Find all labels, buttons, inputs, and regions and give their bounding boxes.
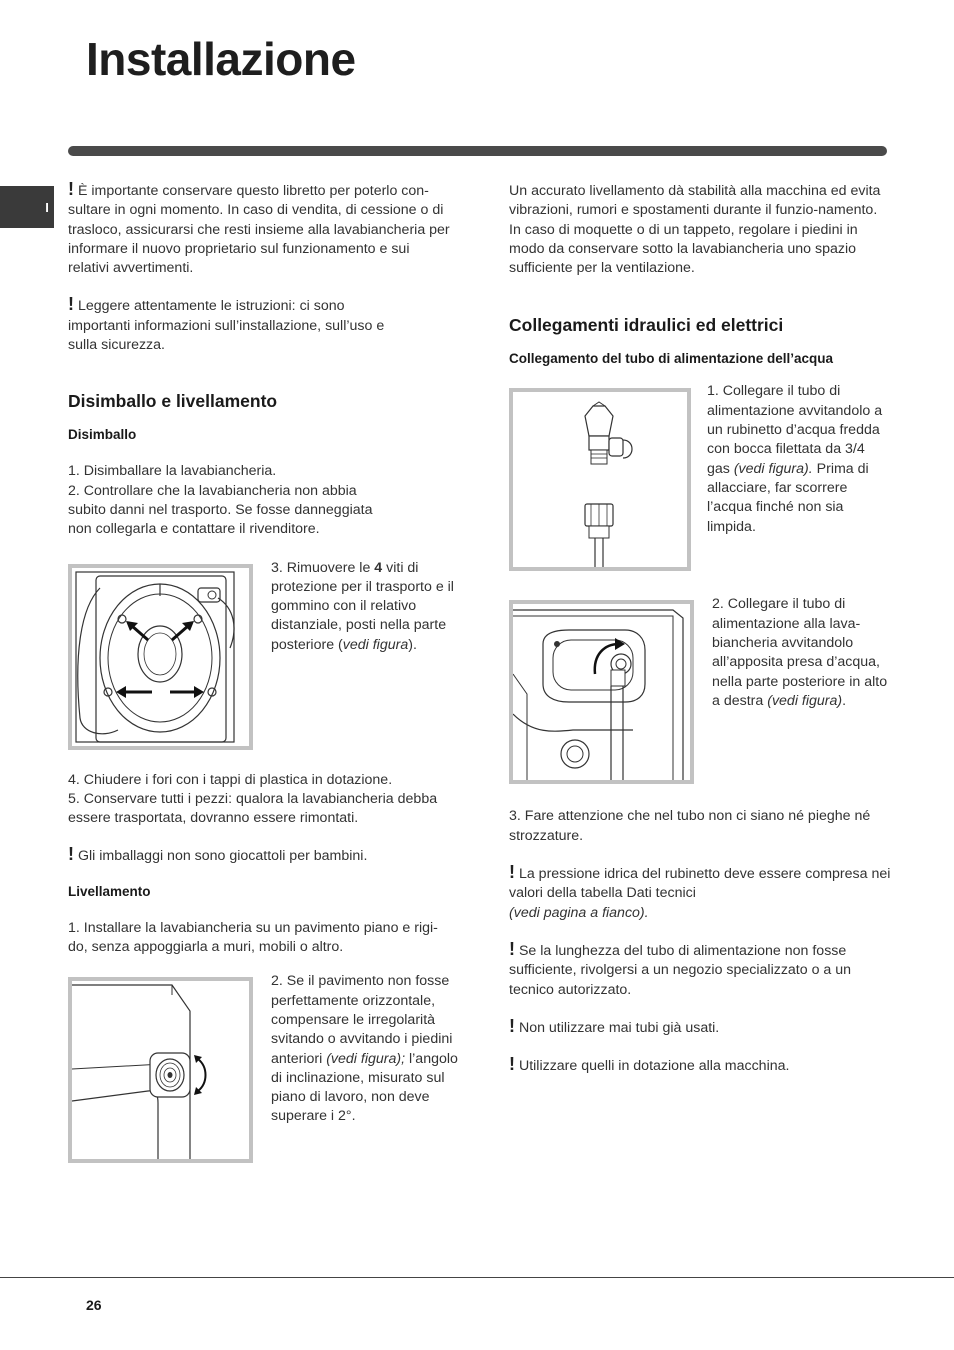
header-divider [68, 146, 887, 156]
washer-foot-illustration [72, 981, 249, 1159]
right-column [509, 182, 894, 1076]
subsection-title-water-hose: Collegamento del tubo di alimentazione dell’acqua [509, 351, 834, 367]
figure-row-tap-connection [509, 383, 894, 571]
step-unpack-1: 1. Disimballare la lavabiancheria. [68, 463, 277, 480]
figure-row-machine-inlet [509, 596, 894, 784]
language-tab [0, 186, 54, 228]
warning-icon: ! [509, 1015, 515, 1036]
warning-note-pressure: ! La pressione idrica del rubinetto deve essere compresa nei valori della tabella Dati tecnici (vedi pagina a fianco). [509, 862, 891, 921]
warning-note-keep-manual: ! È importante conservare questo libretto per poterlo con-sultare in ogni momento. In caso di vendita, di cessione o di trasloco, assicurarsi che resti insieme alla lavabiancheria per informare il nuovo proprietario sul funzionamento e sui relativi avvertimenti. [68, 179, 450, 277]
figure-row-leveling-feet [68, 973, 468, 1163]
step-unpack-2: 2. Controllare che la lavabiancheria non abbia subito danni nel trasporto. Se fosse danneggiata non collegarla e contattare il rivenditore. [68, 482, 373, 538]
subsection-title-unpacking: Disimballo [68, 427, 137, 443]
warning-icon: ! [68, 844, 74, 865]
warning-icon: ! [509, 862, 515, 883]
step-level-2: 2. Se il pavimento non fosse perfettamente orizzontale, compensare le irregolarità svitando o avvitando i piedini anteriori (vedi figura); l’angolo di inclinazione, misurato sul piano di lavoro, non deve superare i 2°. [271, 973, 458, 1125]
left-column [68, 179, 468, 1163]
warning-note-used-hoses: ! Non utilizzare mai tubi già usati. [509, 1015, 720, 1036]
page-title: Installazione [86, 33, 356, 85]
section-title-unpacking: Disimballo e livellamento [68, 391, 278, 412]
warning-icon: ! [68, 294, 74, 315]
figure-tap-connection [509, 388, 691, 571]
figure-leveling-feet [68, 977, 253, 1163]
warning-note-packaging: ! Gli imballaggi non sono giocattoli per bambini. [68, 844, 368, 865]
warning-icon: ! [509, 1054, 515, 1075]
leveling-intro: Un accurato livellamento dà stabilità alla macchina ed evita vibrazioni, rumori e spostamenti durante il funzio-namento. In caso di moquette o di un tappeto, regolare i piedini in modo da conservare sotto la lavabiancheria uno spazio sufficiente per la ventilazione. [509, 183, 881, 277]
warning-icon: ! [509, 938, 515, 959]
figure-row-transport-screws [68, 559, 468, 750]
tap-and-hose-illustration [513, 392, 687, 567]
figure-machine-inlet [509, 600, 694, 784]
step-unpack-3: 3. Rimuovere le 4 viti di protezione per il trasporto e il gommino con il relativo distanziale, posti nella parte posteriore (vedi figura). [271, 559, 454, 653]
page-number: 26 [86, 1297, 102, 1313]
figure-transport-screws [68, 564, 253, 750]
footer-divider [0, 1277, 954, 1278]
language-tab-label: I [45, 199, 49, 215]
warning-note-read-instructions: ! Leggere attentamente le istruzioni: ci sono importanti informazioni sull’installazione, sull’uso e sulla sicurezza. [68, 294, 385, 354]
subsection-title-leveling: Livellamento [68, 883, 151, 899]
warning-note-hose-length: ! Se la lunghezza del tubo di alimentazione non fosse sufficiente, rivolgersi a un negozio specializzato o a un tecnico autorizzato. [509, 938, 852, 998]
step-unpack-4: 4. Chiudere i fori con i tappi di plastica in dotazione. [68, 771, 393, 788]
step-connect-1: 1. Collegare il tubo di alimentazione avvitandolo a un rubinetto d’acqua fredda con bocca filettata da 3/4 gas (vedi figura). Prima di allacciare, far scorrere l’acqua finché non sia limpida. [707, 383, 883, 535]
step-level-1: 1. Installare la lavabiancheria su un pavimento piano e rigi-do, senza appoggiarla a muri, mobili o altro. [68, 919, 438, 956]
warning-note-supplied-hoses: ! Utilizzare quelli in dotazione alla macchina. [509, 1054, 790, 1075]
section-title-connections: Collegamenti idraulici ed elettrici [509, 315, 784, 336]
warning-icon: ! [68, 179, 74, 199]
step-connect-2: 2. Collegare il tubo di alimentazione alla lava-biancheria avvitandolo all’apposita presa d’acqua, nella parte posteriore in alto a destra (vedi figura). [712, 596, 888, 709]
machine-inlet-illustration [513, 604, 690, 780]
step-connect-3: 3. Fare attenzione che nel tubo non ci siano né pieghe né strozzature. [509, 808, 871, 844]
step-unpack-5: 5. Conservare tutti i pezzi: qualora la lavabiancheria debba essere trasportata, dovranno essere rimontati. [68, 790, 438, 827]
washer-back-illustration [72, 568, 249, 746]
